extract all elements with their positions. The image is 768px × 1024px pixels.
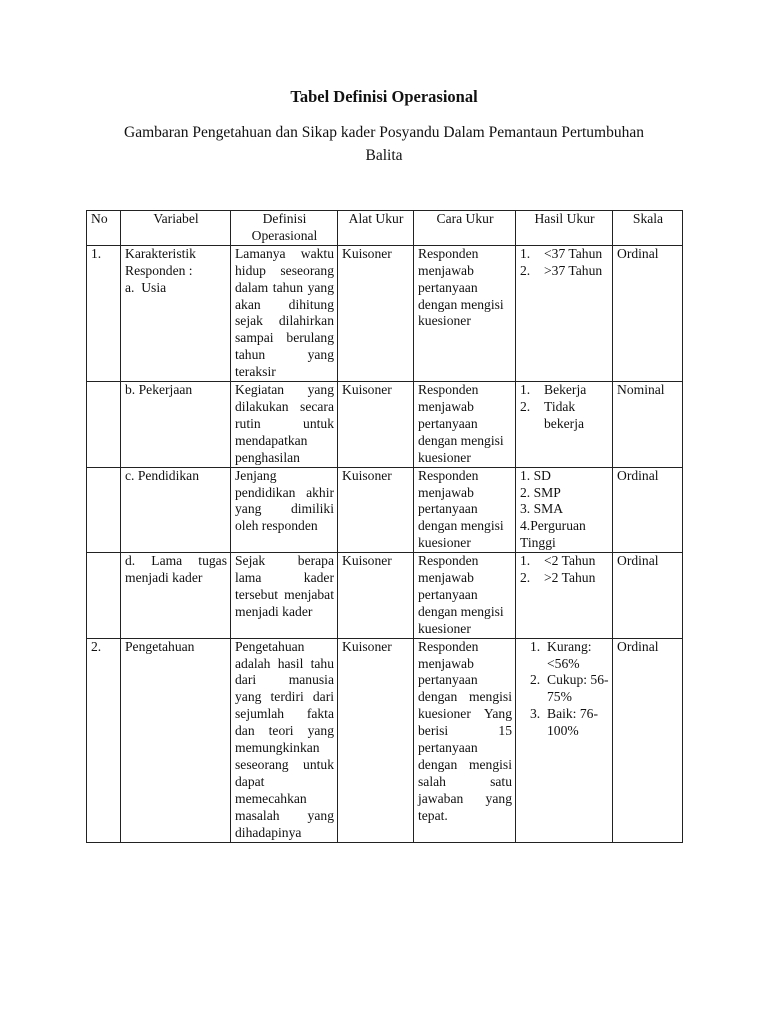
cell-variabel: c. Pendidikan: [121, 467, 231, 553]
cell-alat-ukur: Kuisoner: [338, 467, 414, 553]
cell-skala: Ordinal: [613, 553, 683, 639]
cell-hasil-ukur: [516, 245, 613, 381]
cell-skala: Ordinal: [613, 467, 683, 553]
cell-alat-ukur: Kuisoner: [338, 245, 414, 381]
table-row: [87, 553, 683, 639]
list-item: 2. >37 Tahun: [520, 262, 603, 278]
cell-cara-ukur: Responden menjawab pertanyaan dengan mengisi kuesioner Yang berisi 15 pertanyaan dengan mengisi salah satu jawaban yang tepat.: [414, 638, 516, 842]
table-row: [87, 638, 683, 842]
list-item: Tinggi: [520, 535, 556, 551]
cell-variabel: b. Pekerjaan: [121, 382, 231, 468]
cell-hasil-ukur: [516, 382, 613, 468]
header-no: No: [87, 211, 121, 246]
cell-hasil-ukur: [516, 467, 613, 553]
cell-no: 2.: [87, 638, 121, 842]
header-definisi: Definisi Operasional: [231, 211, 338, 246]
header-alat-ukur: Alat Ukur: [338, 211, 414, 246]
list-item: 4.Perguruan: [520, 518, 586, 534]
list-item: 1. SD: [520, 467, 551, 483]
hasil-list: [520, 382, 609, 433]
list-item: 2. >2 Tahun: [520, 570, 596, 586]
list-item: 1. <2 Tahun: [520, 553, 596, 569]
cell-cara-ukur: Responden menjawab pertanyaan dengan mengisi kuesioner: [414, 467, 516, 553]
variabel-line: Responden :: [125, 262, 193, 278]
list-item: 1. Kurang: <56%: [530, 638, 592, 671]
table-row: [87, 382, 683, 468]
cell-hasil-ukur: [516, 553, 613, 639]
list-item: 2. Cukup: 56-75%: [530, 672, 609, 705]
list-item: 3. SMA: [520, 501, 564, 517]
cell-alat-ukur: Kuisoner: [338, 553, 414, 639]
table-row: [87, 467, 683, 553]
header-variabel: Variabel: [121, 211, 231, 246]
document-subtitle: Gambaran Pengetahuan dan Sikap kader Posyandu Dalam Pemantaun Pertumbuhan Balita: [124, 124, 644, 164]
variabel-line: Karakteristik: [125, 245, 196, 261]
list-item: 2. Tidak bekerja: [520, 398, 584, 431]
list-item: 2. SMP: [520, 484, 561, 500]
header-skala: Skala: [613, 211, 683, 246]
definition-table: [86, 210, 683, 843]
table-row: [87, 245, 683, 381]
cell-no: [87, 553, 121, 639]
header-cara-ukur: Cara Ukur: [414, 211, 516, 246]
cell-skala: Ordinal: [613, 638, 683, 842]
hasil-list: [520, 246, 609, 280]
list-item: 1. Bekerja: [520, 382, 587, 398]
list-item: 1. <37 Tahun: [520, 245, 603, 261]
cell-definisi: Lamanya waktu hidup seseorang dalam tahun yang akan dihitung sejak dilahirkan sampai berulang tahun yang teraksir: [231, 245, 338, 381]
cell-definisi: Jenjang pendidikan akhir yang dimiliki oleh responden: [231, 467, 338, 553]
cell-skala: Nominal: [613, 382, 683, 468]
cell-hasil-ukur: [516, 638, 613, 842]
cell-variabel: [121, 245, 231, 381]
cell-cara-ukur: Responden menjawab pertanyaan dengan mengisi kuesioner: [414, 553, 516, 639]
cell-variabel: d. Lama tugas menjadi kader: [121, 553, 231, 639]
cell-no: [87, 467, 121, 553]
cell-no: [87, 382, 121, 468]
cell-alat-ukur: Kuisoner: [338, 638, 414, 842]
hasil-list: [520, 639, 609, 740]
cell-skala: Ordinal: [613, 245, 683, 381]
cell-alat-ukur: Kuisoner: [338, 382, 414, 468]
cell-cara-ukur: Responden menjawab pertanyaan dengan mengisi kuesioner: [414, 245, 516, 381]
cell-no: 1.: [87, 245, 121, 381]
variabel-line: a. Usia: [125, 279, 167, 295]
table-header-row: [87, 211, 683, 246]
list-item: 3. Baik: 76-100%: [530, 706, 598, 739]
cell-definisi: Pengetahuan adalah hasil tahu dari manusia yang terdiri dari sejumlah fakta dan teori yang memungkinkan seseorang untuk dapat memecahkan masalah yang dihadapinya: [231, 638, 338, 842]
document-title: Tabel Definisi Operasional: [290, 87, 478, 106]
cell-definisi: Kegiatan yang dilakukan secara rutin untuk mendapatkan penghasilan: [231, 382, 338, 468]
cell-variabel: Pengetahuan: [121, 638, 231, 842]
header-hasil-ukur: Hasil Ukur: [516, 211, 613, 246]
hasil-list: [520, 553, 609, 587]
cell-definisi: Sejak berapa lama kader tersebut menjabat menjadi kader: [231, 553, 338, 639]
cell-cara-ukur: Responden menjawab pertanyaan dengan mengisi kuesioner: [414, 382, 516, 468]
